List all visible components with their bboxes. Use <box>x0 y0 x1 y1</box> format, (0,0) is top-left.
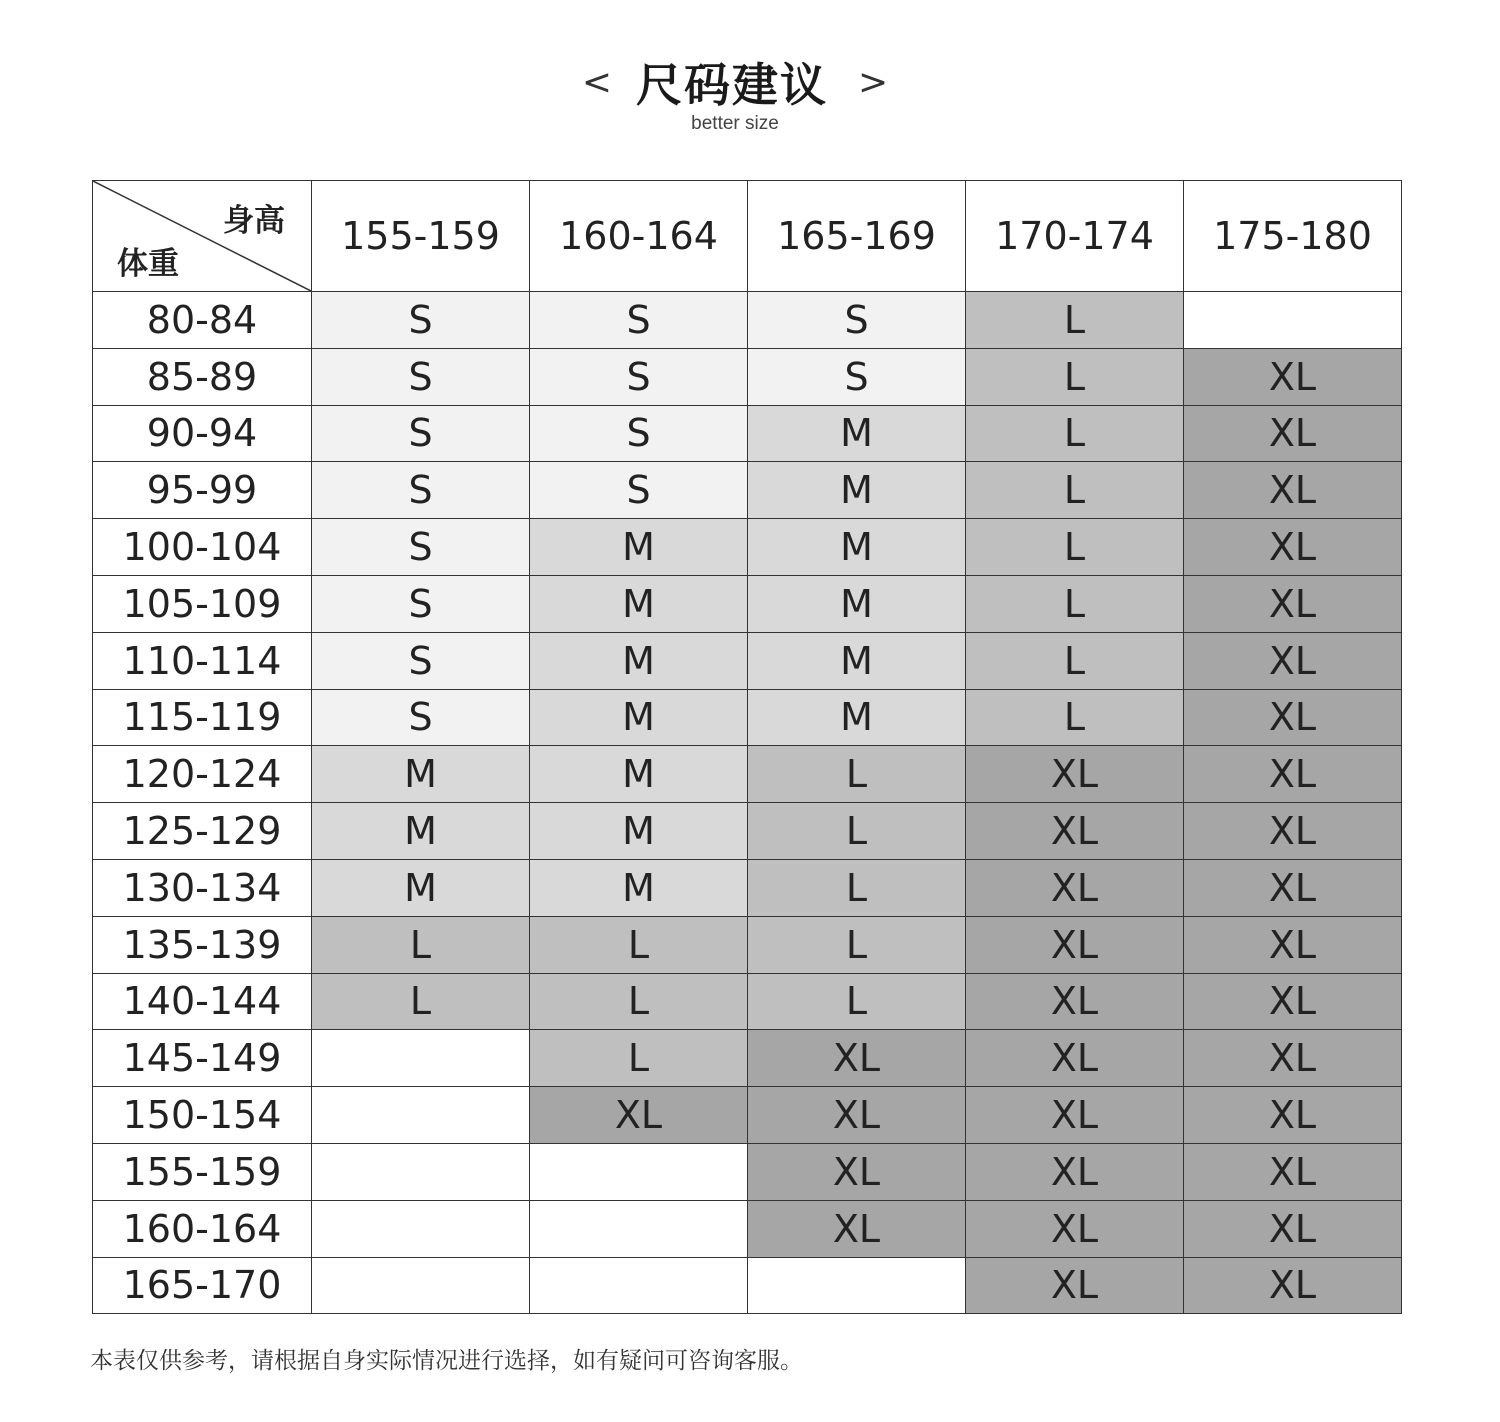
weight-label-cell: 100-104 <box>93 519 312 576</box>
size-cell: M <box>530 859 748 916</box>
size-cell: M <box>530 575 748 632</box>
size-cell: M <box>312 746 530 803</box>
size-cell: S <box>530 405 748 462</box>
size-cell: XL <box>966 1143 1184 1200</box>
size-cell: S <box>748 292 966 349</box>
empty-size-cell <box>530 1200 748 1257</box>
size-cell: XL <box>1184 803 1402 860</box>
size-cell: M <box>530 632 748 689</box>
height-header-cell: 155-159 <box>312 181 530 292</box>
weight-label-cell: 140-144 <box>93 973 312 1030</box>
empty-size-cell <box>312 1200 530 1257</box>
size-cell: L <box>966 519 1184 576</box>
size-cell: XL <box>1184 1030 1402 1087</box>
size-cell: XL <box>748 1200 966 1257</box>
size-cell: XL <box>966 1257 1184 1314</box>
empty-size-cell <box>748 1257 966 1314</box>
table-row <box>93 1087 1402 1144</box>
size-cell: XL <box>748 1030 966 1087</box>
table-header-row <box>93 181 1402 292</box>
size-chart-table <box>92 180 1402 1314</box>
size-cell: S <box>530 348 748 405</box>
size-cell: S <box>312 519 530 576</box>
size-cell: XL <box>1184 519 1402 576</box>
size-cell: XL <box>1184 348 1402 405</box>
table-row <box>93 689 1402 746</box>
size-cell: XL <box>966 1087 1184 1144</box>
size-cell: XL <box>1184 575 1402 632</box>
size-cell: XL <box>1184 973 1402 1030</box>
weight-label-cell: 85-89 <box>93 348 312 405</box>
size-cell: S <box>312 632 530 689</box>
table-row <box>93 519 1402 576</box>
size-cell: M <box>530 803 748 860</box>
size-cell: XL <box>966 916 1184 973</box>
empty-size-cell <box>312 1143 530 1200</box>
size-cell: M <box>748 689 966 746</box>
size-cell: XL <box>748 1143 966 1200</box>
size-cell: M <box>748 405 966 462</box>
table-row <box>93 859 1402 916</box>
size-cell: XL <box>966 803 1184 860</box>
size-cell: M <box>748 575 966 632</box>
left-bracket: < <box>581 61 612 103</box>
empty-size-cell <box>312 1087 530 1144</box>
size-cell: L <box>966 405 1184 462</box>
page-subtitle: better size <box>691 113 779 134</box>
height-axis-label: 身高 <box>223 203 285 239</box>
size-cell: M <box>530 519 748 576</box>
weight-label-cell: 165-170 <box>93 1257 312 1314</box>
size-cell: XL <box>966 746 1184 803</box>
size-cell: XL <box>530 1087 748 1144</box>
height-header-cell: 175-180 <box>1184 181 1402 292</box>
size-cell: XL <box>1184 405 1402 462</box>
table-row <box>93 1200 1402 1257</box>
table-row <box>93 405 1402 462</box>
size-cell: L <box>530 973 748 1030</box>
weight-label-cell: 155-159 <box>93 1143 312 1200</box>
title-row <box>0 50 1470 114</box>
size-cell: M <box>748 519 966 576</box>
weight-label-cell: 150-154 <box>93 1087 312 1144</box>
size-cell: L <box>966 689 1184 746</box>
weight-label-cell: 145-149 <box>93 1030 312 1087</box>
weight-label-cell: 95-99 <box>93 462 312 519</box>
size-cell: S <box>312 689 530 746</box>
size-cell: L <box>748 916 966 973</box>
size-cell: XL <box>1184 462 1402 519</box>
size-cell: XL <box>966 1200 1184 1257</box>
table-row <box>93 292 1402 349</box>
size-cell: L <box>966 292 1184 349</box>
size-cell: XL <box>966 859 1184 916</box>
size-cell: L <box>530 916 748 973</box>
size-cell: XL <box>1184 1257 1402 1314</box>
size-cell: XL <box>966 1030 1184 1087</box>
size-cell: M <box>748 462 966 519</box>
table-row <box>93 575 1402 632</box>
size-cell: XL <box>1184 1200 1402 1257</box>
size-cell: L <box>748 746 966 803</box>
table-row <box>93 916 1402 973</box>
empty-size-cell <box>312 1257 530 1314</box>
weight-label-cell: 90-94 <box>93 405 312 462</box>
size-cell: M <box>312 803 530 860</box>
weight-label-cell: 115-119 <box>93 689 312 746</box>
size-cell: S <box>312 575 530 632</box>
empty-size-cell <box>530 1257 748 1314</box>
size-cell: L <box>530 1030 748 1087</box>
height-header-cell: 165-169 <box>748 181 966 292</box>
corner-cell <box>93 181 312 292</box>
size-cell: XL <box>1184 746 1402 803</box>
table-body <box>93 292 1402 1314</box>
size-cell: S <box>312 462 530 519</box>
size-cell: L <box>748 859 966 916</box>
size-cell: S <box>748 348 966 405</box>
size-cell: L <box>748 803 966 860</box>
weight-label-cell: 110-114 <box>93 632 312 689</box>
size-cell: S <box>530 292 748 349</box>
size-cell: M <box>312 859 530 916</box>
size-cell: L <box>312 973 530 1030</box>
table-row <box>93 1143 1402 1200</box>
size-cell: M <box>748 632 966 689</box>
table-row <box>93 632 1402 689</box>
size-cell: XL <box>1184 1143 1402 1200</box>
weight-label-cell: 135-139 <box>93 916 312 973</box>
size-cell: XL <box>748 1087 966 1144</box>
table-row <box>93 746 1402 803</box>
footnote: 本表仅供参考，请根据自身实际情况进行选择，如有疑问可咨询客服。 <box>90 1348 803 1374</box>
size-cell: XL <box>966 973 1184 1030</box>
size-cell: S <box>312 405 530 462</box>
table-row <box>93 462 1402 519</box>
weight-label-cell: 80-84 <box>93 292 312 349</box>
weight-label-cell: 130-134 <box>93 859 312 916</box>
size-cell: XL <box>1184 859 1402 916</box>
empty-size-cell <box>530 1143 748 1200</box>
table-row <box>93 973 1402 1030</box>
right-bracket: > <box>858 61 889 103</box>
size-cell: M <box>530 746 748 803</box>
table-row <box>93 803 1402 860</box>
weight-label-cell: 120-124 <box>93 746 312 803</box>
size-cell: L <box>312 916 530 973</box>
size-cell: L <box>966 632 1184 689</box>
size-cell: XL <box>1184 632 1402 689</box>
weight-label-cell: 105-109 <box>93 575 312 632</box>
table-row <box>93 1257 1402 1314</box>
size-cell: L <box>748 973 966 1030</box>
weight-axis-label: 体重 <box>117 246 179 282</box>
size-cell: XL <box>1184 689 1402 746</box>
weight-label-cell: 125-129 <box>93 803 312 860</box>
size-cell: XL <box>1184 1087 1402 1144</box>
page-header <box>0 50 1470 134</box>
size-cell: S <box>530 462 748 519</box>
page-title: 尺码建议 <box>636 58 828 112</box>
size-cell: L <box>966 348 1184 405</box>
height-header-cell: 160-164 <box>530 181 748 292</box>
size-cell: XL <box>1184 916 1402 973</box>
size-cell: S <box>312 348 530 405</box>
table-row <box>93 348 1402 405</box>
size-cell: M <box>530 689 748 746</box>
size-cell: S <box>312 292 530 349</box>
empty-size-cell <box>312 1030 530 1087</box>
weight-label-cell: 160-164 <box>93 1200 312 1257</box>
size-cell: L <box>966 575 1184 632</box>
table-row <box>93 1030 1402 1087</box>
empty-size-cell <box>1184 292 1402 349</box>
size-cell: L <box>966 462 1184 519</box>
height-header-cell: 170-174 <box>966 181 1184 292</box>
